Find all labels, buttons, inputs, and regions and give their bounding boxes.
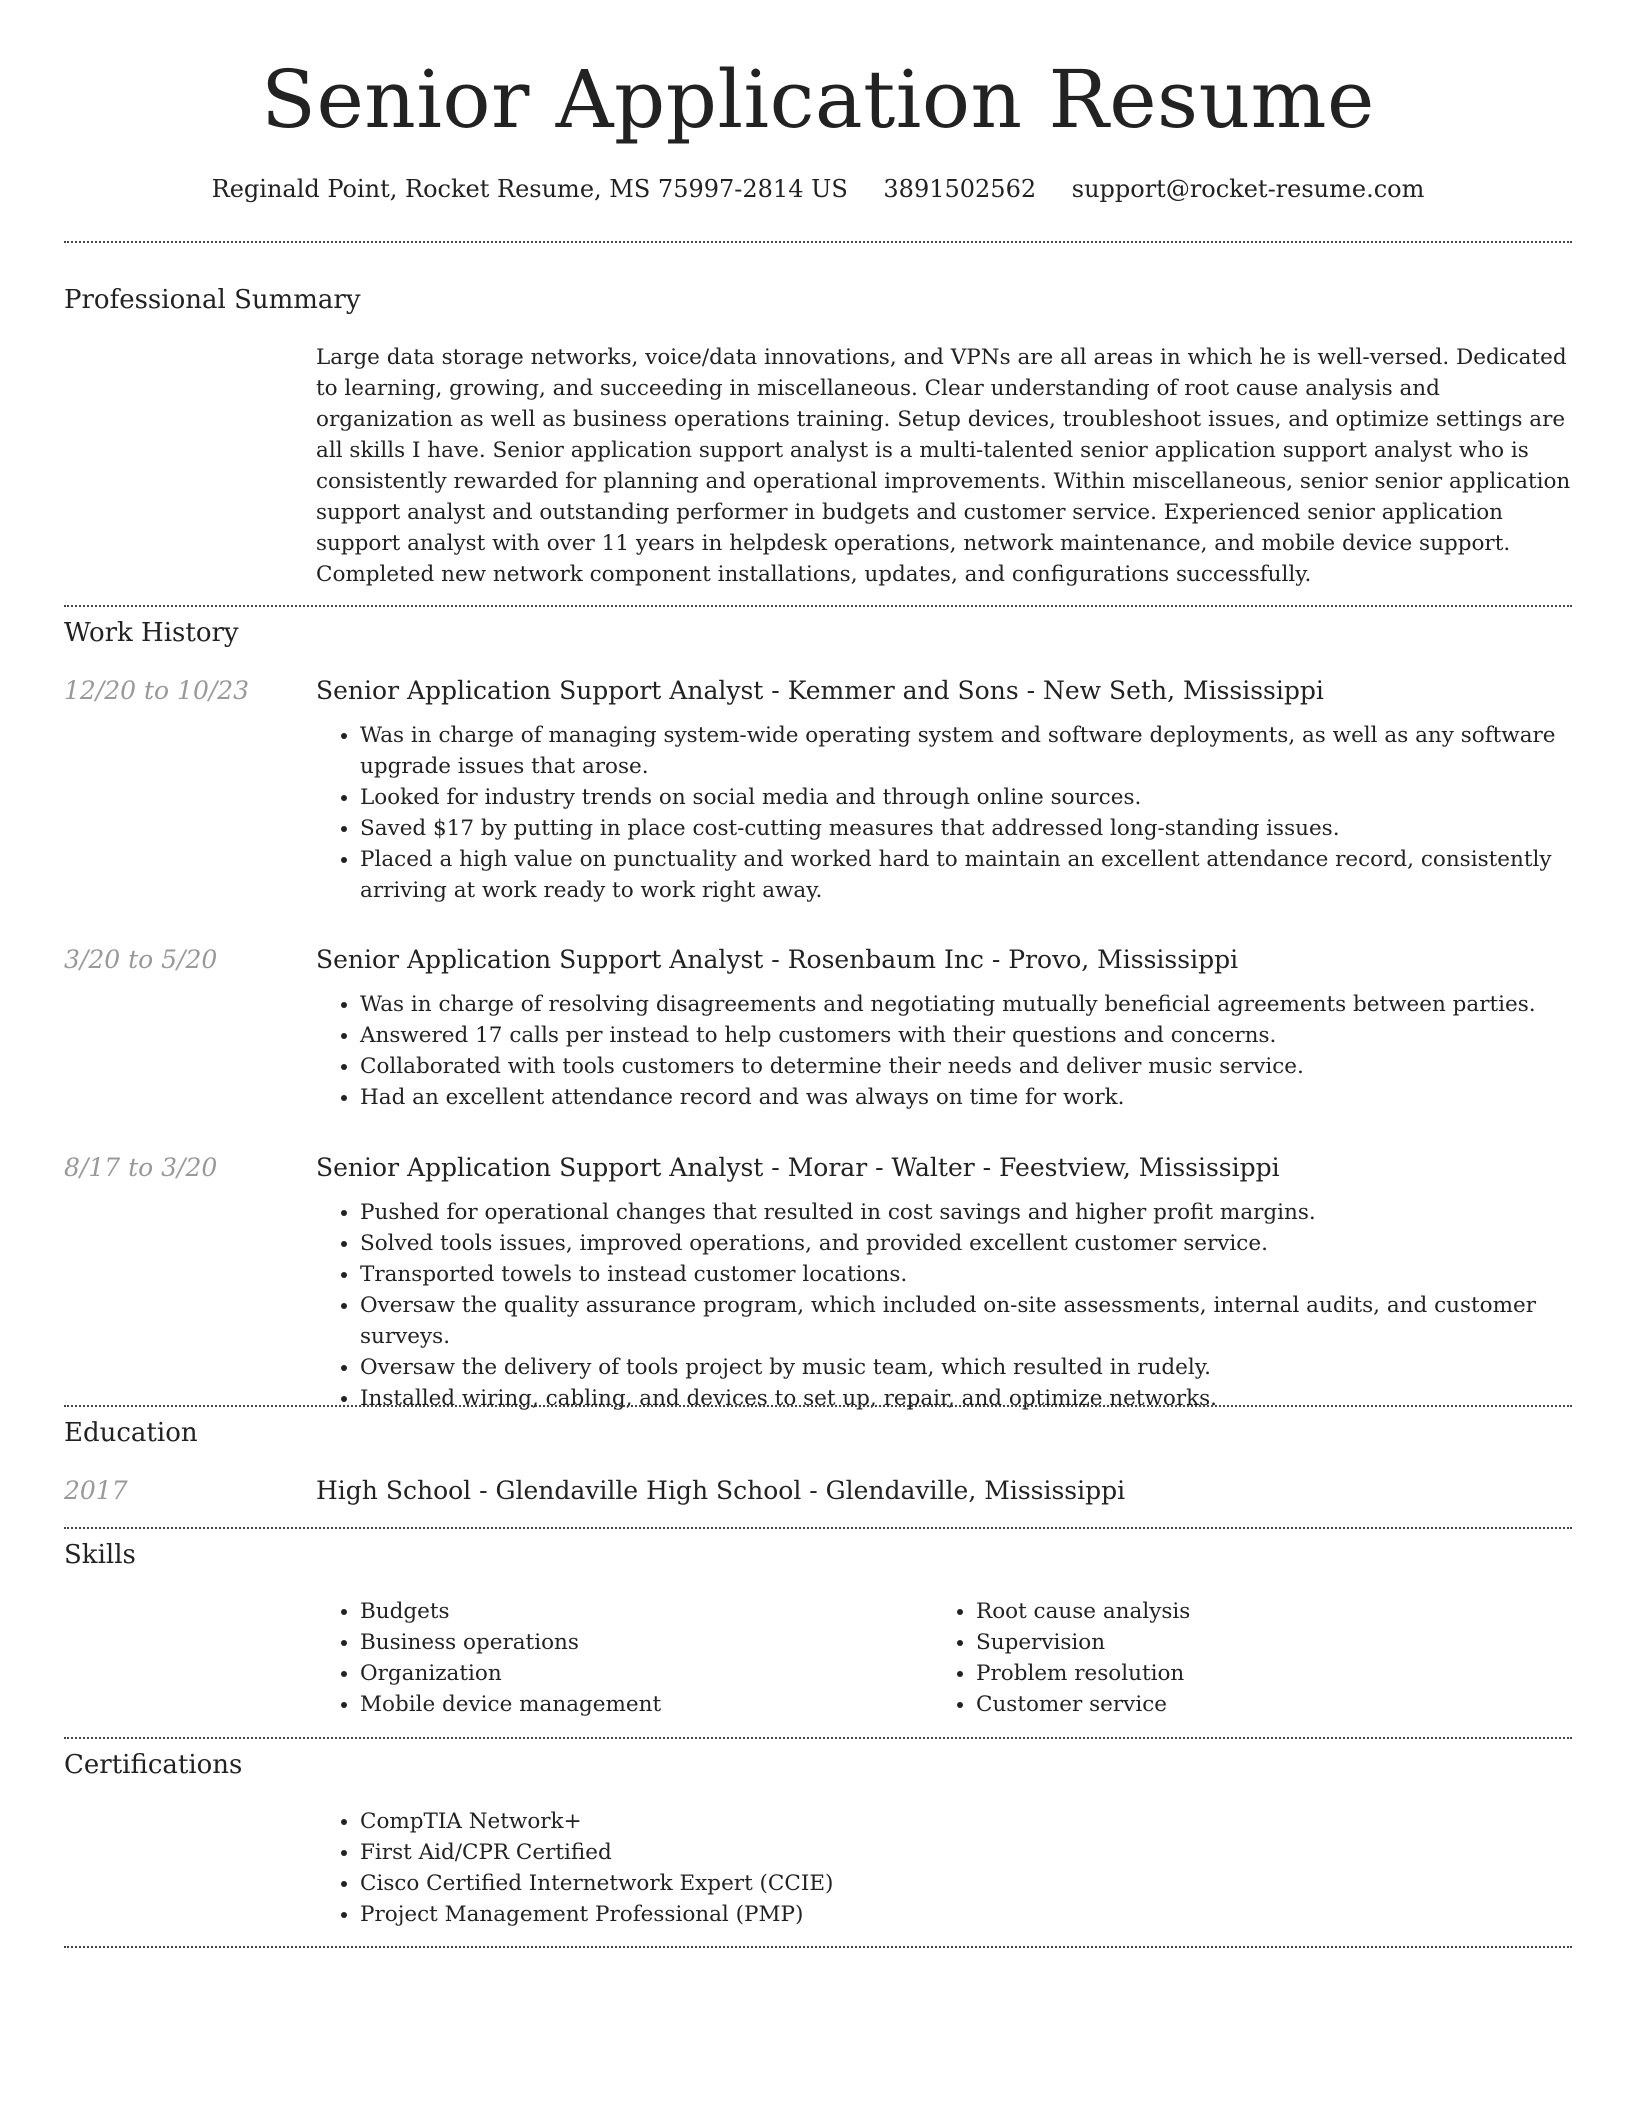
summary-block (316, 342, 1572, 590)
section-heading-education: Education (64, 1418, 198, 1448)
skills-list (932, 1596, 1532, 1720)
section-heading-summary: Professional Summary (64, 285, 361, 315)
list-item: • Business operations (360, 1627, 916, 1658)
list-item: • Had an excellent attendance record and was always on time for work. (360, 1082, 1572, 1113)
education-year: 2017 (64, 1476, 128, 1505)
skills-column-right (932, 1596, 1532, 1720)
job-entry (316, 943, 1572, 1113)
skills-list (316, 1596, 916, 1720)
job-entry (316, 1151, 1572, 1414)
section-heading-work-history: Work History (64, 618, 239, 648)
job-bullets (316, 720, 1572, 906)
certifications-list (316, 1806, 1572, 1930)
list-item: • Organization (360, 1658, 916, 1689)
summary-text: Large data storage networks, voice/data innovations, and VPNs are all areas in which he is well-versed. Dedicated to learning, growing, and succeeding in miscellaneous. Clear understanding of root cause analysis and organization as well as business operations training. Setup devices, troubleshoot issues, and optimize settings are all skills I have. Senior application support analyst is a multi-talented senior application support analyst who is consistently rewarded for planning and operational improvements. Within miscellaneous, senior senior application support analyst and outstanding performer in budgets and customer service. Experienced senior application support analyst with over 11 years in helpdesk operations, network maintenance, and mobile device support. Completed new network component installations, updates, and configurations successfully. (316, 345, 1571, 587)
list-item: • Cisco Certified Internetwork Expert (CCIE) (360, 1868, 1572, 1899)
job-title: Senior Application Support Analyst - Morar - Walter - Feestview, Mississippi (316, 1153, 1280, 1182)
job-dates: 3/20 to 5/20 (64, 945, 218, 974)
list-item: • Supervision (976, 1627, 1532, 1658)
list-item: • Solved tools issues, improved operations, and provided excellent customer service. (360, 1228, 1572, 1259)
list-item: • Saved $17 by putting in place cost-cutting measures that addressed long-standing issues. (360, 813, 1572, 844)
education-title: High School - Glendaville High School - Glendaville, Mississippi (316, 1476, 1126, 1505)
list-item: • Answered 17 calls per instead to help customers with their questions and concerns. (360, 1020, 1572, 1051)
list-item: • Transported towels to instead customer locations. (360, 1259, 1572, 1290)
list-item: • Was in charge of resolving disagreements and negotiating mutually beneficial agreements between parties. (360, 989, 1572, 1020)
divider (64, 1946, 1572, 1948)
list-item: • Customer service (976, 1689, 1532, 1720)
list-item: • Budgets (360, 1596, 916, 1627)
divider (64, 1737, 1572, 1739)
job-bullets (316, 1197, 1572, 1414)
contact-address: Reginald Point, Rocket Resume, MS 75997-2814 US (211, 175, 848, 203)
list-item: • Mobile device management (360, 1689, 916, 1720)
list-item: • Project Management Professional (PMP) (360, 1899, 1572, 1930)
list-item: • Placed a high value on punctuality and worked hard to maintain an excellent attendance record, consistently arriving at work ready to work right away. (360, 844, 1572, 906)
list-item: • Installed wiring, cabling, and devices to set up, repair, and optimize networks. (360, 1383, 1572, 1414)
job-title: Senior Application Support Analyst - Rosenbaum Inc - Provo, Mississippi (316, 945, 1239, 974)
contact-phone: 3891502562 (883, 175, 1037, 203)
divider (64, 1527, 1572, 1529)
list-item: • Collaborated with tools customers to determine their needs and deliver music service. (360, 1051, 1572, 1082)
list-item: • Oversaw the quality assurance program, which included on-site assessments, internal audits, and customer surveys. (360, 1290, 1572, 1352)
list-item: • First Aid/CPR Certified (360, 1837, 1572, 1868)
list-item: • Looked for industry trends on social media and through online sources. (360, 782, 1572, 813)
resume-title: Senior Application Resume (261, 53, 1375, 146)
job-entry (316, 674, 1572, 906)
list-item: • Pushed for operational changes that resulted in cost savings and higher profit margins. (360, 1197, 1572, 1228)
list-item: • Was in charge of managing system-wide operating system and software deployments, as well as any software upgrade issues that arose. (360, 720, 1572, 782)
job-dates: 8/17 to 3/20 (64, 1153, 218, 1182)
certifications-block (316, 1806, 1572, 1930)
list-item: • CompTIA Network+ (360, 1806, 1572, 1837)
divider (64, 605, 1572, 607)
list-item: • Problem resolution (976, 1658, 1532, 1689)
skills-column-left (316, 1596, 916, 1720)
divider (64, 241, 1572, 243)
list-item: • Oversaw the delivery of tools project by music team, which resulted in rudely. (360, 1352, 1572, 1383)
contact-email: support@rocket-resume.com (1071, 175, 1425, 203)
section-heading-certifications: Certifications (64, 1750, 243, 1780)
job-title: Senior Application Support Analyst - Kemmer and Sons - New Seth, Mississippi (316, 676, 1324, 705)
education-entry (316, 1474, 1572, 1508)
job-bullets (316, 989, 1572, 1113)
section-heading-skills: Skills (64, 1540, 136, 1570)
contact-line (64, 172, 1572, 206)
divider (64, 1405, 1572, 1407)
job-dates: 12/20 to 10/23 (64, 676, 250, 705)
list-item: • Root cause analysis (976, 1596, 1532, 1627)
